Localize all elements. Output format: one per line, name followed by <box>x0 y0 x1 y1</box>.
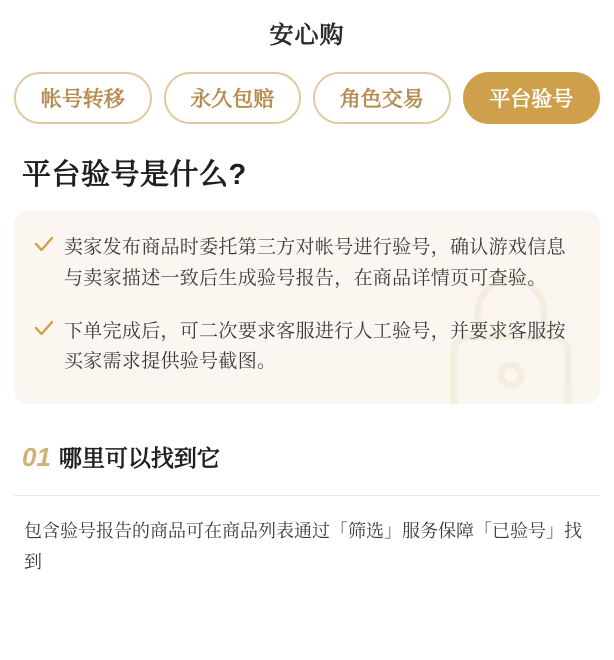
list-item <box>34 233 580 295</box>
list-item-text: 卖家发布商品时委托第三方对帐号进行验号，确认游戏信息与卖家描述一致后生成验号报告，在商品详情页可查验。 <box>64 237 566 289</box>
list-item <box>34 317 580 379</box>
tab-role-trade[interactable]: 角色交易 <box>313 72 451 124</box>
list-item-text: 下单完成后，可二次要求客服进行人工验号，并要求客服按买家需求提供验号截图。 <box>64 320 566 373</box>
section-subtitle: 哪里可以找到它 <box>58 445 220 472</box>
section-body-text: 包含验号报告的商品可在商品列表通过「筛选」服务保障「已验号」找到 <box>24 521 582 572</box>
numbered-section-header <box>0 404 614 473</box>
tab-account-transfer[interactable]: 帐号转移 <box>14 72 152 124</box>
page-title: 安心购 <box>269 21 345 49</box>
check-icon <box>34 321 56 342</box>
tab-permanent-compensation[interactable]: 永久包赔 <box>164 72 302 124</box>
section-heading: 平台验号是什么? <box>22 159 247 191</box>
page-header <box>0 0 614 64</box>
tab-bar <box>0 64 614 124</box>
tab-platform-verification[interactable]: 平台验号 <box>463 72 601 124</box>
check-icon <box>34 237 56 258</box>
info-card <box>14 211 600 404</box>
section-number: 01 <box>22 442 51 473</box>
